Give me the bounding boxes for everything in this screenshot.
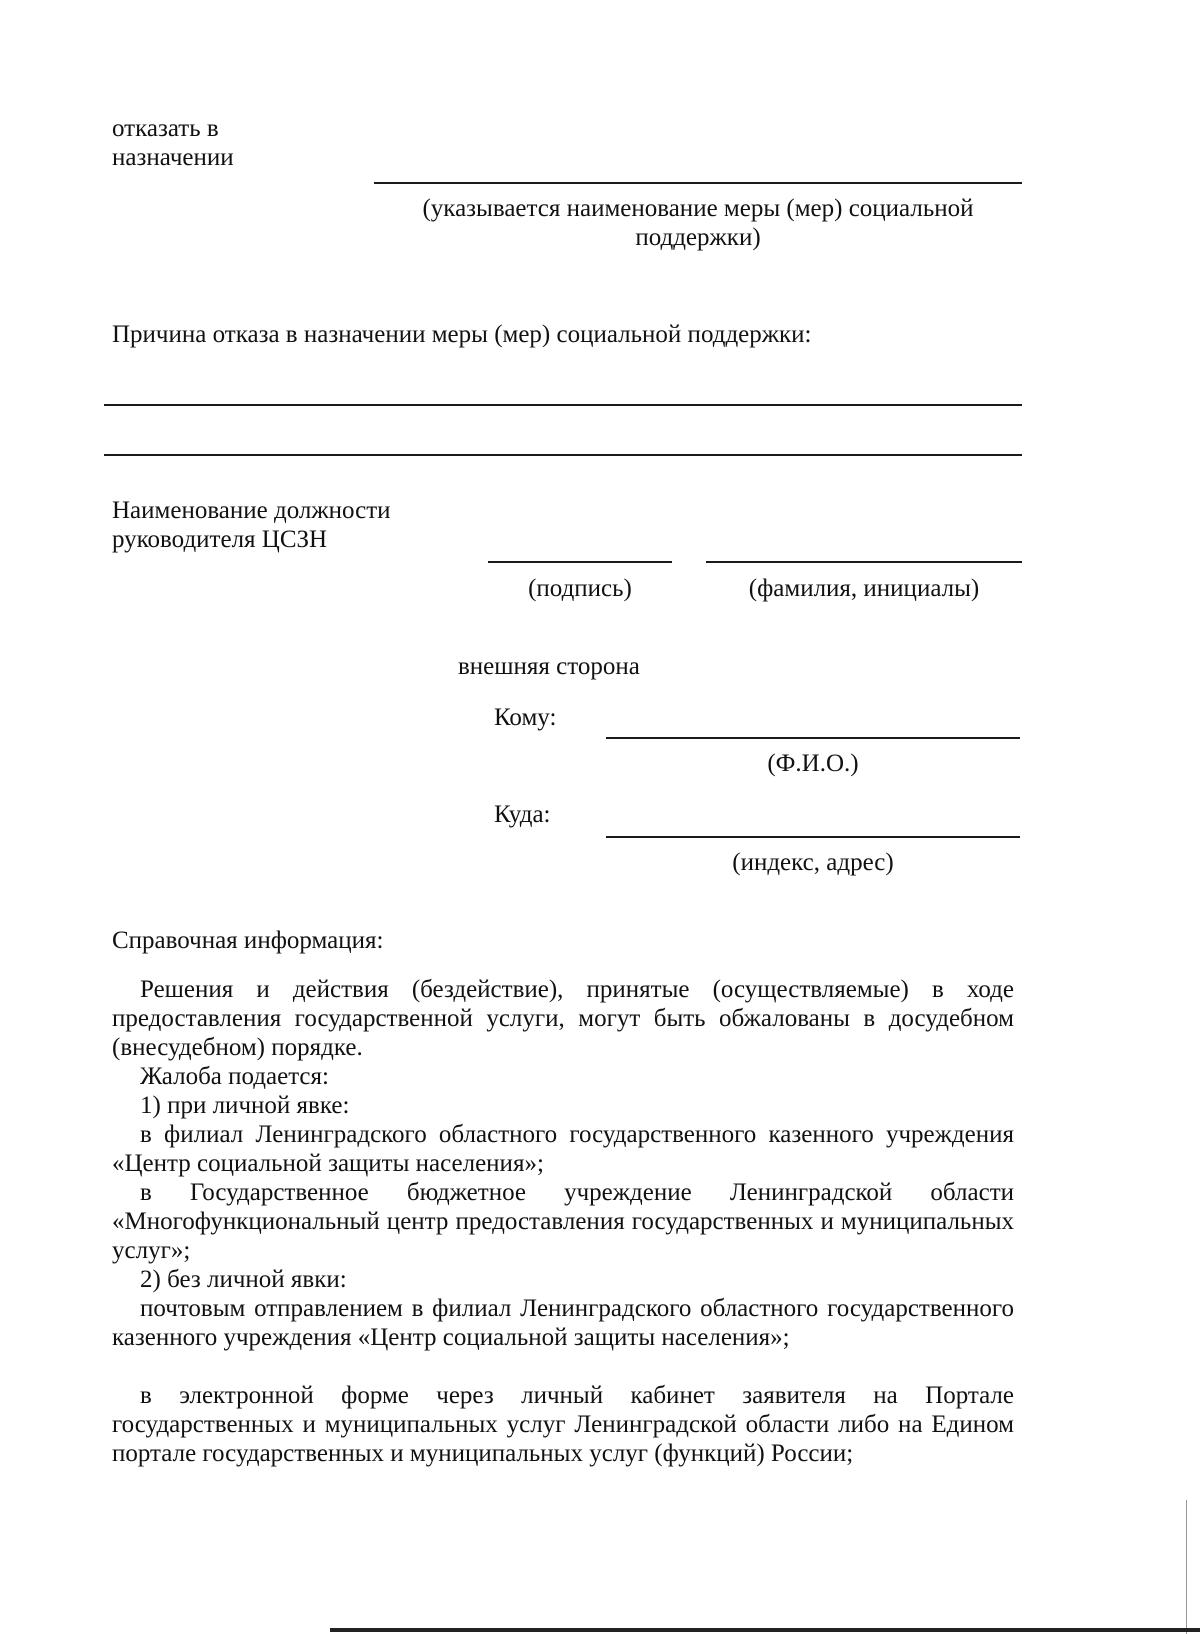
measure-name-field-line[interactable] [374,182,1022,184]
signature-field-line[interactable] [488,561,672,563]
name-field-line[interactable] [706,561,1022,563]
reference-heading: Справочная информация: [112,927,384,954]
to-field-line[interactable] [606,737,1020,739]
reference-paragraph-complaint: Жалоба подается: [140,1063,329,1090]
refuse-label-line2: назначении [112,144,234,171]
to-label: Кому: [494,704,557,731]
scan-edge-line [1186,1500,1187,1634]
measure-hint-line2: поддержки) [635,224,761,251]
scan-bottom-band [330,1628,1200,1632]
reason-label: Причина отказа в назначении меры (мер) социальной поддержки: [112,321,812,348]
reference-paragraph-in-person: 1) при личной явке: [140,1092,350,1119]
signature-caption: (подпись) [528,575,632,602]
reference-paragraph-branch: в филиал Ленинградского областного государственного казенного учреждения «Центр социальной защиты населения»; [112,1121,1014,1177]
measure-hint-line1: (указывается наименование меры (мер) социальной [422,195,974,222]
reference-paragraph-remote: 2) без личной явки: [140,1266,347,1293]
reason-field-line-1[interactable] [104,404,1022,406]
to-caption: (Ф.И.О.) [767,750,859,777]
reference-paragraph-appeal: Решения и действия (бездействие), принятые (осуществляемые) в ходе предоставления государственной услуги, могут быть обжалованы в досудебном (внесудебном) порядке. [112,976,1014,1061]
where-field-line[interactable] [606,836,1020,838]
refuse-label-line1: отказать в [112,115,219,142]
position-label-line2: руководителя ЦСЗН [112,526,328,553]
reference-paragraph-mfc: в Государственное бюджетное учреждение Ленинградской области «Многофункциональный центр предоставления государственных и муниципальных услуг»; [112,1179,1014,1264]
reason-field-line-2[interactable] [104,454,1022,456]
reference-paragraph-electronic: в электронной форме через личный кабинет заявителя на Портале государственных и муниципальных услуг Ленинградской области либо на Едином портале государственных и муниципальных услуг (функций) России; [112,1382,1014,1467]
where-label: Куда: [494,801,551,828]
reference-paragraph-mail: почтовым отправлением в филиал Ленинградского областного государственного казенного учреждения «Центр социальной защиты населения»; [112,1295,1014,1351]
name-caption: (фамилия, инициалы) [748,575,980,602]
envelope-title: внешняя сторона [458,653,640,680]
where-caption: (индекс, адрес) [732,849,894,876]
position-label-line1: Наименование должности [112,497,391,524]
